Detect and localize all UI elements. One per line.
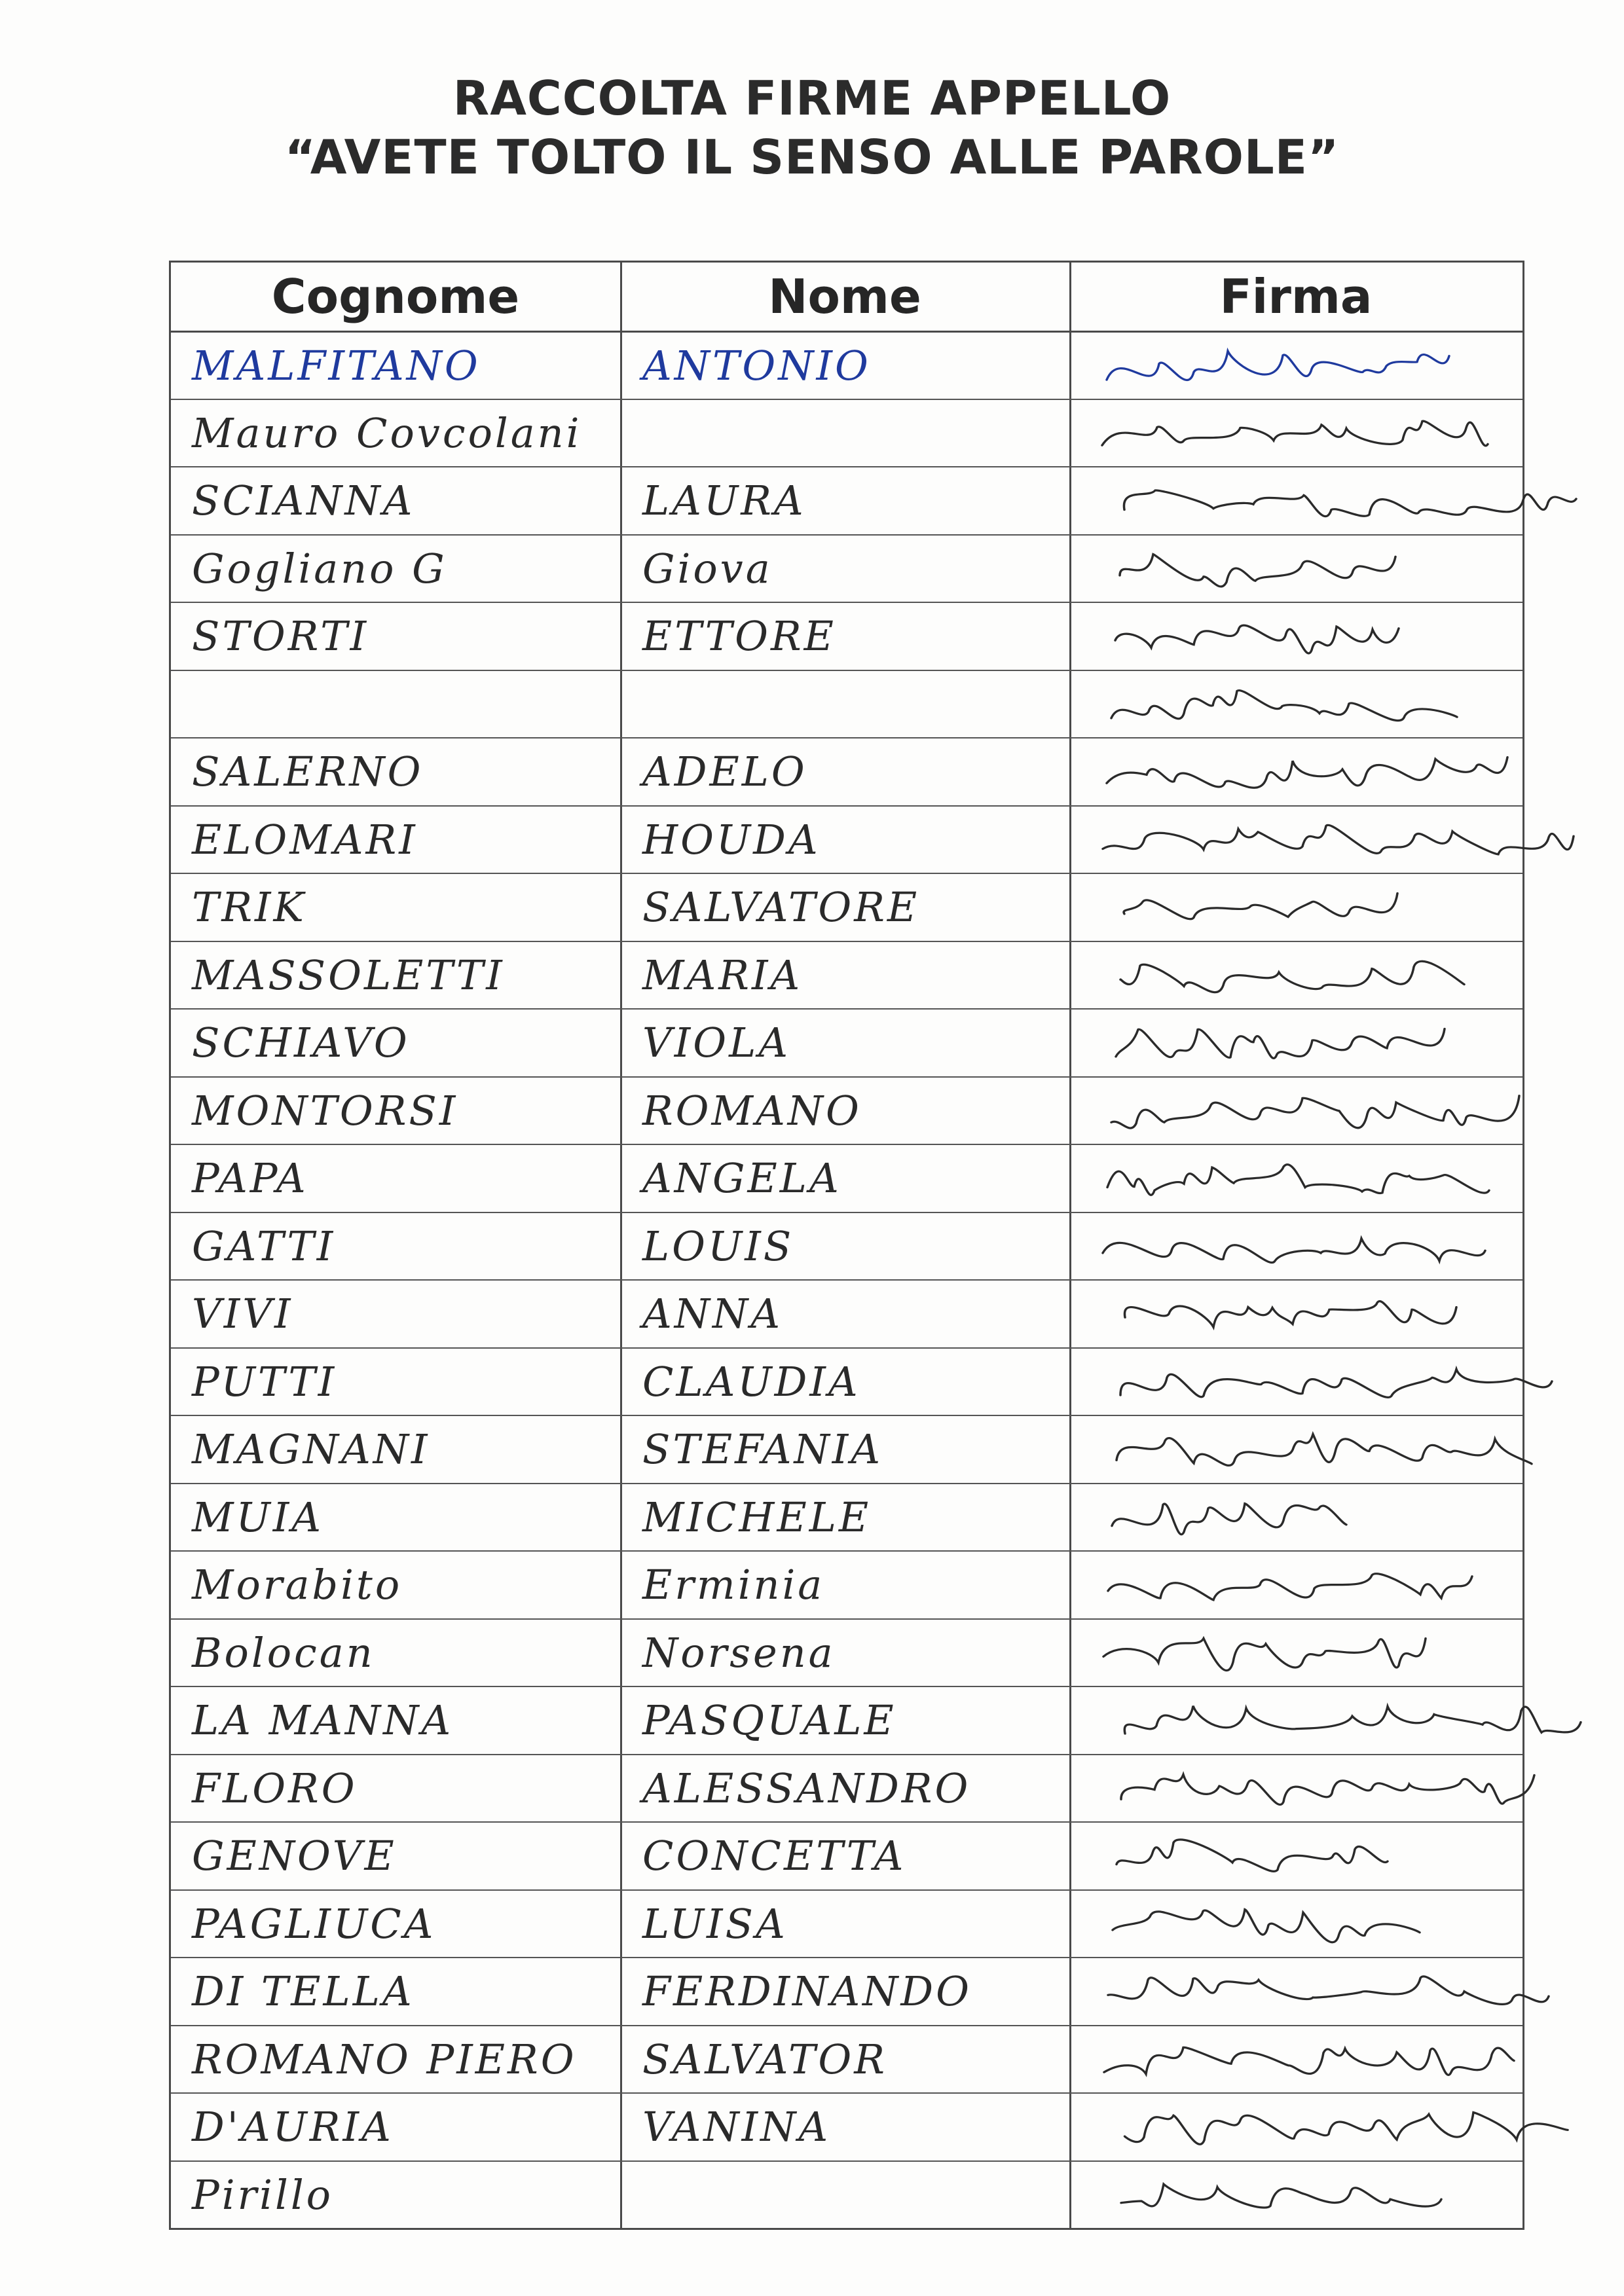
signature-icon xyxy=(1088,467,1507,534)
header-firma: Firma xyxy=(1219,269,1373,324)
cognome-cell: LA MANNA xyxy=(192,1696,454,1745)
nome-cell: LOUIS xyxy=(642,1222,794,1270)
firma-cell xyxy=(1088,671,1507,738)
cognome-cell: VIVI xyxy=(192,1290,293,1338)
signature-icon xyxy=(1088,2162,1507,2229)
firma-cell xyxy=(1088,1552,1507,1618)
table-row xyxy=(171,1076,1522,1144)
nome-cell: ROMANO xyxy=(642,1086,862,1135)
cognome-cell: DI TELLA xyxy=(192,1967,415,2016)
firma-cell xyxy=(1088,1755,1507,1822)
table-row xyxy=(171,805,1522,873)
firma-cell xyxy=(1088,1349,1507,1415)
table-row xyxy=(171,1212,1522,1280)
signature-icon xyxy=(1088,1416,1507,1483)
nome-cell: VIOLA xyxy=(642,1019,791,1067)
cognome-cell: PAPA xyxy=(192,1154,308,1203)
nome-cell: HOUDA xyxy=(642,815,821,864)
signature-table xyxy=(169,261,1524,2230)
firma-cell xyxy=(1088,738,1507,805)
firma-cell xyxy=(1088,1010,1507,1076)
signature-icon xyxy=(1088,1349,1507,1415)
signature-icon xyxy=(1088,603,1507,670)
firma-cell xyxy=(1088,2026,1507,2093)
table-row xyxy=(171,670,1522,738)
nome-cell: SALVATORE xyxy=(642,883,920,932)
firma-cell xyxy=(1088,536,1507,602)
firma-cell xyxy=(1088,1078,1507,1144)
table-row xyxy=(171,1889,1522,1958)
signature-icon xyxy=(1088,2094,1507,2160)
nome-cell xyxy=(642,400,1061,467)
signature-icon xyxy=(1088,1281,1507,1347)
cognome-cell: Gogliano G xyxy=(192,544,447,592)
nome-cell: Giova xyxy=(642,544,773,592)
nome-cell: ALESSANDRO xyxy=(642,1764,971,1812)
firma-cell xyxy=(1088,467,1507,534)
signature-icon xyxy=(1088,1010,1507,1076)
table-row xyxy=(171,941,1522,1009)
cognome-cell: TRIK xyxy=(192,883,306,932)
firma-cell xyxy=(1088,874,1507,941)
cognome-cell: STORTI xyxy=(192,612,369,661)
signature-icon xyxy=(1088,1620,1507,1686)
signature-icon xyxy=(1088,1891,1507,1958)
signature-icon xyxy=(1088,1823,1507,1889)
signature-icon xyxy=(1088,1958,1507,2025)
cognome-cell: MASSOLETTI xyxy=(192,951,505,999)
signature-icon xyxy=(1088,333,1507,399)
table-row xyxy=(171,737,1522,805)
cognome-cell: GATTI xyxy=(192,1222,336,1270)
table-row xyxy=(171,1754,1522,1822)
table-row xyxy=(171,2025,1522,2093)
table-row xyxy=(171,1279,1522,1347)
table-row xyxy=(171,1483,1522,1551)
table-row xyxy=(171,534,1522,602)
firma-cell xyxy=(1088,942,1507,1009)
nome-cell: Erminia xyxy=(642,1561,825,1609)
table-row xyxy=(171,873,1522,941)
table-row xyxy=(171,1347,1522,1415)
header-nome: Nome xyxy=(768,269,921,324)
firma-cell xyxy=(1088,400,1507,467)
signature-icon xyxy=(1088,1552,1507,1618)
nome-cell: ETTORE xyxy=(642,612,836,661)
table-row xyxy=(171,1550,1522,1618)
firma-cell xyxy=(1088,1823,1507,1889)
signature-icon xyxy=(1088,874,1507,941)
cognome-cell: Mauro Covcolani xyxy=(192,409,582,457)
cognome-cell: ELOMARI xyxy=(192,815,418,864)
cognome-cell: Bolocan xyxy=(192,1628,375,1677)
table-row xyxy=(171,1008,1522,1076)
firma-cell xyxy=(1088,1620,1507,1686)
nome-cell: MICHELE xyxy=(642,1493,872,1541)
signature-icon xyxy=(1088,1078,1507,1144)
cognome-cell: MAGNANI xyxy=(192,1425,430,1474)
firma-cell xyxy=(1088,1484,1507,1551)
nome-cell: SALVATOR xyxy=(642,2035,887,2083)
cognome-cell: PAGLIUCA xyxy=(192,1899,436,1948)
table-row xyxy=(171,602,1522,670)
table-row xyxy=(171,1415,1522,1483)
cognome-cell: SCHIAVO xyxy=(192,1019,410,1067)
signature-icon xyxy=(1088,2026,1507,2093)
cognome-cell: ROMANO PIERO xyxy=(192,2035,577,2083)
nome-cell: ANGELA xyxy=(642,1154,841,1203)
table-body xyxy=(171,331,1522,2228)
cognome-cell: Pirillo xyxy=(192,2170,333,2219)
cognome-cell: PUTTI xyxy=(192,1357,337,1406)
document-subtitle: “AVETE TOLTO IL SENSO ALLE PAROLE” xyxy=(284,130,1340,185)
signature-icon xyxy=(1088,942,1507,1009)
nome-cell: VANINA xyxy=(642,2103,831,2151)
signature-icon xyxy=(1088,400,1507,467)
signature-icon xyxy=(1088,671,1507,738)
table-row xyxy=(171,466,1522,534)
signature-icon xyxy=(1088,807,1507,873)
firma-cell xyxy=(1088,1213,1507,1280)
cognome-cell: MALFITANO xyxy=(192,341,481,390)
cognome-cell: SCIANNA xyxy=(192,477,415,525)
cognome-cell xyxy=(192,671,611,738)
signature-icon xyxy=(1088,1687,1507,1754)
cognome-cell: MUIA xyxy=(192,1493,324,1541)
firma-cell xyxy=(1088,1687,1507,1754)
nome-cell: FERDINANDO xyxy=(642,1967,972,2016)
firma-cell xyxy=(1088,603,1507,670)
nome-cell: MARIA xyxy=(642,951,803,999)
cognome-cell: Morabito xyxy=(192,1561,403,1609)
table-row xyxy=(171,331,1522,399)
firma-cell xyxy=(1088,1145,1507,1212)
nome-cell: ANTONIO xyxy=(642,341,871,390)
cognome-cell: MONTORSI xyxy=(192,1086,458,1135)
table-row xyxy=(171,1144,1522,1212)
cognome-cell: SALERNO xyxy=(192,748,424,796)
nome-cell: LAURA xyxy=(642,477,806,525)
firma-cell xyxy=(1088,1958,1507,2025)
cognome-cell: FLORO xyxy=(192,1764,358,1812)
table-row xyxy=(171,399,1522,467)
nome-cell: Norsena xyxy=(642,1628,836,1677)
nome-cell: STEFANIA xyxy=(642,1425,883,1474)
cognome-cell: GENOVE xyxy=(192,1832,397,1880)
nome-cell: CONCETTA xyxy=(642,1832,906,1880)
signature-icon xyxy=(1088,1145,1507,1212)
firma-cell xyxy=(1088,1416,1507,1483)
nome-cell: ADELO xyxy=(642,748,807,796)
firma-cell xyxy=(1088,333,1507,399)
signature-icon xyxy=(1088,536,1507,602)
firma-cell xyxy=(1088,1891,1507,1958)
firma-cell xyxy=(1088,807,1507,873)
firma-cell xyxy=(1088,2162,1507,2229)
signature-icon xyxy=(1088,1484,1507,1551)
table-row xyxy=(171,2092,1522,2160)
table-row xyxy=(171,1821,1522,1889)
cognome-cell: D'AURIA xyxy=(192,2103,394,2151)
nome-cell: ANNA xyxy=(642,1290,783,1338)
signature-icon xyxy=(1088,1213,1507,1280)
firma-cell xyxy=(1088,2094,1507,2160)
signature-icon xyxy=(1088,738,1507,805)
nome-cell xyxy=(642,671,1061,738)
table-row xyxy=(171,1618,1522,1686)
nome-cell xyxy=(642,2162,1061,2229)
nome-cell: LUISA xyxy=(642,1899,788,1948)
document-title: RACCOLTA FIRME APPELLO xyxy=(452,71,1172,126)
signature-icon xyxy=(1088,1755,1507,1822)
table-row xyxy=(171,1957,1522,2025)
firma-cell xyxy=(1088,1281,1507,1347)
nome-cell: PASQUALE xyxy=(642,1696,896,1745)
nome-cell: CLAUDIA xyxy=(642,1357,860,1406)
header-cognome: Cognome xyxy=(271,269,520,324)
table-row xyxy=(171,1686,1522,1754)
table-row xyxy=(171,2160,1522,2229)
